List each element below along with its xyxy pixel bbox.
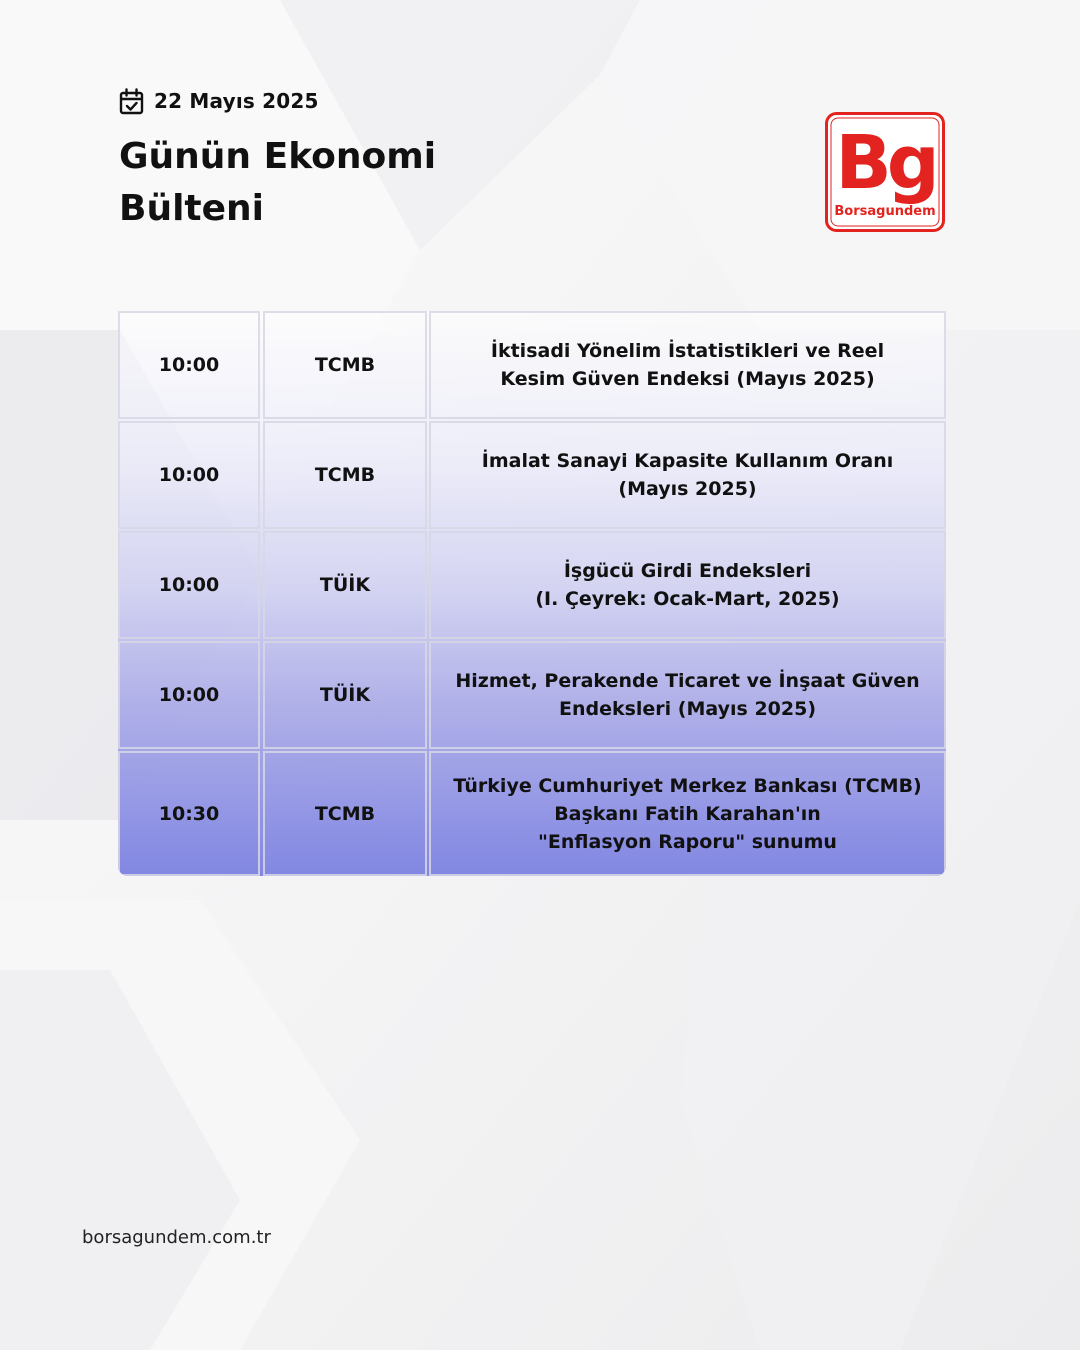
schedule-table (118, 311, 946, 876)
description-line: İktisadi Yönelim İstatistikleri ve Reel (490, 340, 885, 362)
schedule-source: TCMB (263, 421, 427, 529)
schedule-row (118, 421, 946, 529)
schedule-row (118, 641, 946, 749)
schedule-source: TÜİK (263, 641, 427, 749)
description-line: (I. Çeyrek: Ocak-Mart, 2025) (535, 588, 840, 610)
date-label: 22 Mayıs 2025 (154, 89, 319, 113)
description-line: "Enflasyon Raporu" sunumu (538, 830, 837, 853)
logo-mark: Bg (835, 120, 935, 206)
schedule-row (118, 751, 946, 876)
schedule-description (429, 751, 946, 876)
description-line: Hizmet, Perakende Ticaret ve İnşaat Güven (455, 670, 920, 692)
logo-wordmark: Borsagundem (834, 204, 936, 219)
schedule-source: TCMB (263, 311, 427, 419)
schedule-description (429, 531, 946, 639)
description-line: (Mayıs 2025) (618, 478, 757, 500)
schedule-time: 10:00 (118, 641, 260, 749)
schedule-time: 10:30 (118, 751, 260, 876)
schedule-source: TÜİK (263, 531, 427, 639)
page-title-line-1: Günün Ekonomi (119, 136, 437, 177)
description-line: İşgücü Girdi Endeksleri (563, 560, 812, 582)
schedule-row (118, 531, 946, 639)
description-line: Kesim Güven Endeksi (Mayıs 2025) (500, 368, 875, 390)
description-line: İmalat Sanayi Kapasite Kullanım Oranı (481, 450, 894, 472)
page-title (119, 131, 539, 235)
borsagundem-logo (825, 112, 945, 232)
schedule-description (429, 311, 946, 419)
description-line: Türkiye Cumhuriyet Merkez Bankası (TCMB) (453, 774, 922, 797)
description-line: Başkanı Fatih Karahan'ın (554, 802, 821, 825)
footer-url: borsagundem.com.tr (82, 1227, 271, 1248)
calendar-check-icon (119, 88, 144, 115)
page-title-line-2: Bülteni (119, 188, 265, 229)
date-header (119, 87, 319, 115)
schedule-source: TCMB (263, 751, 427, 876)
schedule-time: 10:00 (118, 531, 260, 639)
schedule-row (118, 311, 946, 419)
description-line: Endeksleri (Mayıs 2025) (558, 698, 817, 720)
schedule-description (429, 421, 946, 529)
schedule-time: 10:00 (118, 421, 260, 529)
schedule-description (429, 641, 946, 749)
schedule-time: 10:00 (118, 311, 260, 419)
